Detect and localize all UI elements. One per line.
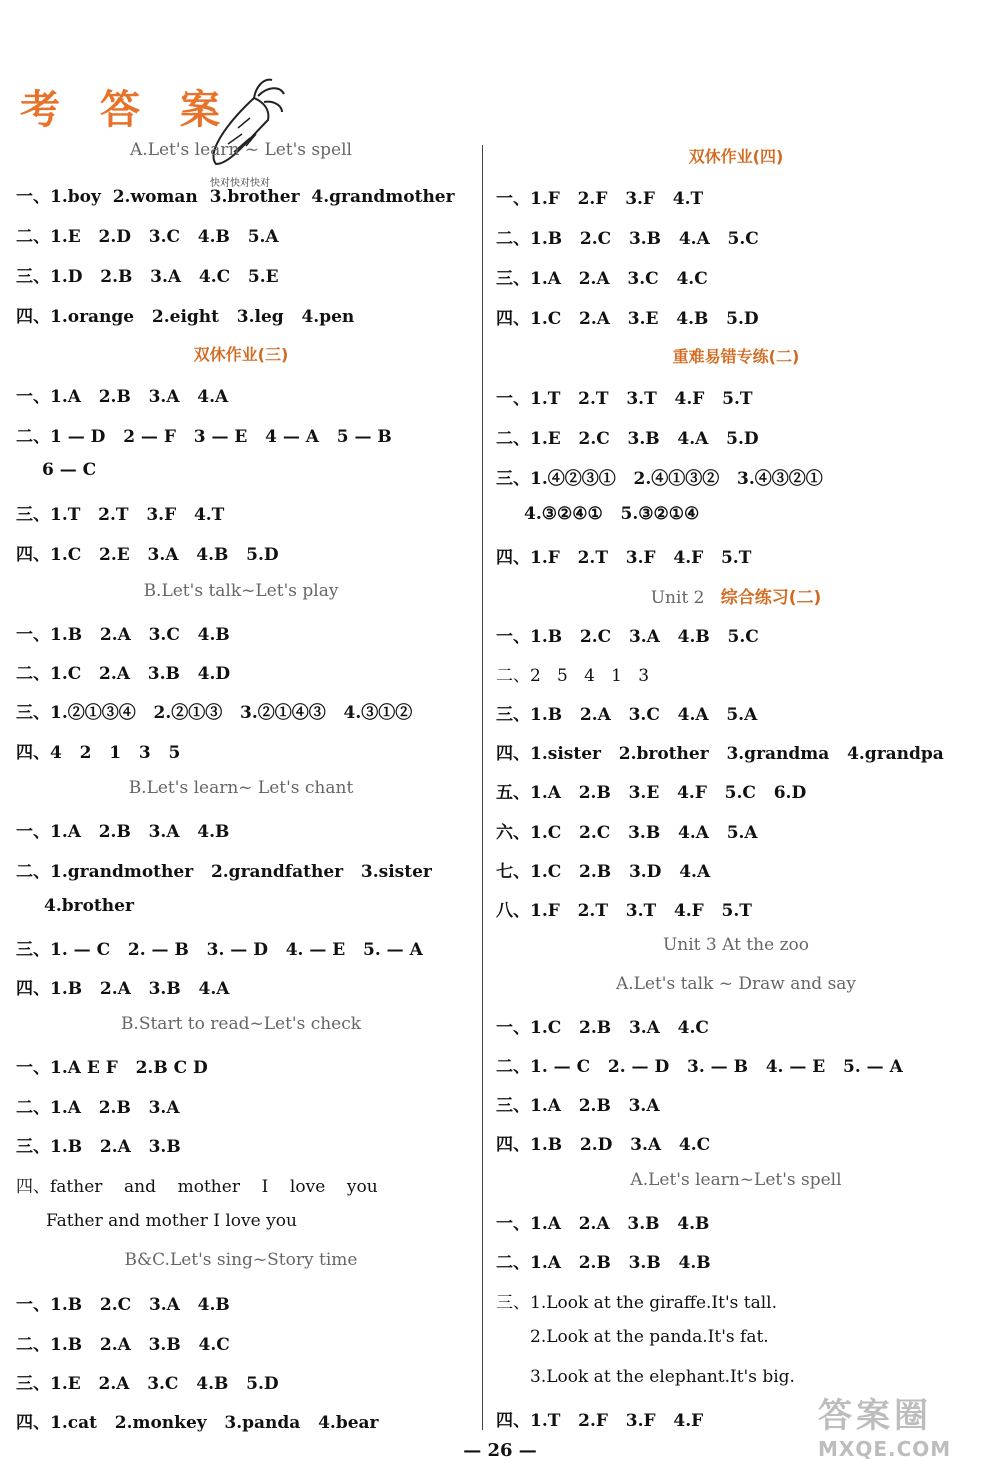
answer-row: 二、1.B 2.C 3.B 4.A 5.C: [496, 229, 759, 249]
answer-row: 四、4 2 1 3 5: [16, 743, 181, 763]
answer-row: 一、1.F 2.F 3.F 4.T: [496, 189, 704, 209]
title-char: 考: [20, 87, 62, 133]
answer-row: 二、1 — D 2 — F 3 — E 4 — A 5 — B: [16, 427, 392, 447]
unit-label: Unit 2: [650, 588, 705, 608]
answer-row: 一、1.C 2.B 3.A 4.C: [496, 1018, 709, 1038]
answer-row: 4.brother: [44, 896, 134, 916]
section-heading: 重难易错专练(二): [672, 347, 800, 366]
answer-row: 三、1.E 2.A 3.C 4.B 5.D: [16, 1374, 279, 1394]
unit-subtitle: 综合练习(二): [720, 588, 822, 608]
answer-row: 一、1.T 2.T 3.T 4.F 5.T: [496, 389, 753, 409]
page-title: [20, 78, 222, 135]
answer-row: 一、1.A 2.A 3.B 4.B: [496, 1214, 710, 1234]
section-heading: B&C.Let's sing~Story time: [124, 1250, 358, 1270]
answer-row: 五、1.A 2.B 3.E 4.F 5.C 6.D: [496, 783, 807, 803]
answer-row: 四、1.B 2.D 3.A 4.C: [496, 1135, 711, 1155]
answer-row: 2.Look at the panda.It's fat.: [530, 1327, 769, 1347]
section-heading: A.Let's talk ~ Draw and say: [615, 974, 857, 994]
answer-row: 一、1.boy 2.woman 3.brother 4.grandmother: [16, 187, 455, 207]
column-divider: [482, 145, 483, 1430]
answer-row: 四、1.F 2.T 3.F 4.F 5.T: [496, 548, 752, 568]
answer-row: 三、1.Look at the giraffe.It's tall.: [496, 1293, 778, 1313]
section-heading: [496, 583, 976, 608]
answer-row: 三、1.D 2.B 3.A 4.C 5.E: [16, 267, 279, 287]
answer-row: 一、1.A 2.B 3.A 4.A: [16, 387, 229, 407]
answer-row: 四、father and mother I love you: [16, 1177, 378, 1197]
answer-row: 一、1.B 2.A 3.C 4.B: [16, 625, 230, 645]
answer-row: Father and mother I love you: [46, 1211, 297, 1231]
answer-row: 七、1.C 2.B 3.D 4.A: [496, 862, 711, 882]
watermark: [818, 1388, 990, 1461]
answer-row: 4.③②④① 5.③②①④: [524, 504, 700, 524]
answer-row: 四、1.sister 2.brother 3.grandma 4.grandpa: [496, 744, 944, 764]
answer-row: 三、1.T 2.T 3.F 4.T: [16, 505, 225, 525]
answer-row: 四、1.C 2.E 3.A 4.B 5.D: [16, 545, 279, 565]
watermark-logo-text: 答案圈: [818, 1396, 932, 1436]
answer-row: 一、1.B 2.C 3.A 4.B: [16, 1295, 230, 1315]
answer-row: 三、1.B 2.A 3.C 4.A 5.A: [496, 705, 758, 725]
section-heading: B.Start to read~Let's check: [120, 1014, 362, 1034]
answer-row: 一、1.B 2.C 3.A 4.B 5.C: [496, 627, 759, 647]
section-heading: A.Let's learn~Let's spell: [630, 1170, 842, 1190]
answer-row: 六、1.C 2.C 3.B 4.A 5.A: [496, 823, 758, 843]
answer-row: 四、1.T 2.F 3.F 4.F: [496, 1411, 704, 1431]
section-heading: A.Let's learn ~ Let's spell: [130, 140, 352, 160]
answer-row: 三、1.A 2.B 3.A: [496, 1096, 660, 1116]
answer-row: 二、1.E 2.D 3.C 4.B 5.A: [16, 227, 279, 247]
answer-row: 一、1.A E F 2.B C D: [16, 1058, 208, 1078]
answer-row: 一、1.A 2.B 3.A 4.B: [16, 822, 230, 842]
answer-row: 二、1.A 2.B 3.B 4.B: [496, 1253, 711, 1273]
answer-row: 二、1.grandmother 2.grandfather 3.sister: [16, 862, 432, 882]
answer-row: 6 — C: [42, 460, 97, 480]
carrot-label: 快对快对快对: [210, 178, 270, 189]
answer-row: 二、2 5 4 1 3: [496, 666, 650, 686]
answer-row: 三、1.B 2.A 3.B: [16, 1137, 181, 1157]
answer-row: 三、1.②①③④ 2.②①③ 3.②①④③ 4.③①②: [16, 703, 413, 723]
answer-row: 二、1.C 2.A 3.B 4.D: [16, 664, 231, 684]
unit-heading: Unit 3 At the zoo: [662, 935, 810, 955]
section-heading: 双休作业(三): [193, 345, 289, 364]
section-heading: B.Let's talk~Let's play: [143, 581, 339, 601]
carrot-icon: [198, 72, 290, 176]
answer-row: 八、1.F 2.T 3.T 4.F 5.T: [496, 901, 752, 921]
answer-row: 四、1.B 2.A 3.B 4.A: [16, 979, 230, 999]
answer-row: 二、1.B 2.A 3.B 4.C: [16, 1335, 230, 1355]
answer-row: 三、1.A 2.A 3.C 4.C: [496, 269, 708, 289]
title-char: 答: [100, 87, 142, 133]
answer-row: 二、1. — C 2. — D 3. — B 4. — E 5. — A: [496, 1057, 903, 1077]
answer-row: 三、1. — C 2. — B 3. — D 4. — E 5. — A: [16, 940, 423, 960]
section-heading: 双休作业(四): [688, 147, 784, 166]
answer-row: 四、1.orange 2.eight 3.leg 4.pen: [16, 307, 355, 327]
answer-row: 二、1.A 2.B 3.A: [16, 1098, 180, 1118]
watermark-url: MXQE.COM: [818, 1437, 952, 1461]
answer-row: 二、1.E 2.C 3.B 4.A 5.D: [496, 429, 759, 449]
title-char: 案: [180, 87, 222, 133]
answer-row: 四、1.C 2.A 3.E 4.B 5.D: [496, 309, 759, 329]
answer-row: 3.Look at the elephant.It's big.: [530, 1367, 795, 1387]
section-heading: B.Let's learn~ Let's chant: [128, 778, 354, 798]
answer-row: 四、1.cat 2.monkey 3.panda 4.bear: [16, 1413, 379, 1433]
answer-row: 三、1.④②③① 2.④①③② 3.④③②①: [496, 469, 823, 489]
page-number: — 26 —: [463, 1440, 537, 1461]
